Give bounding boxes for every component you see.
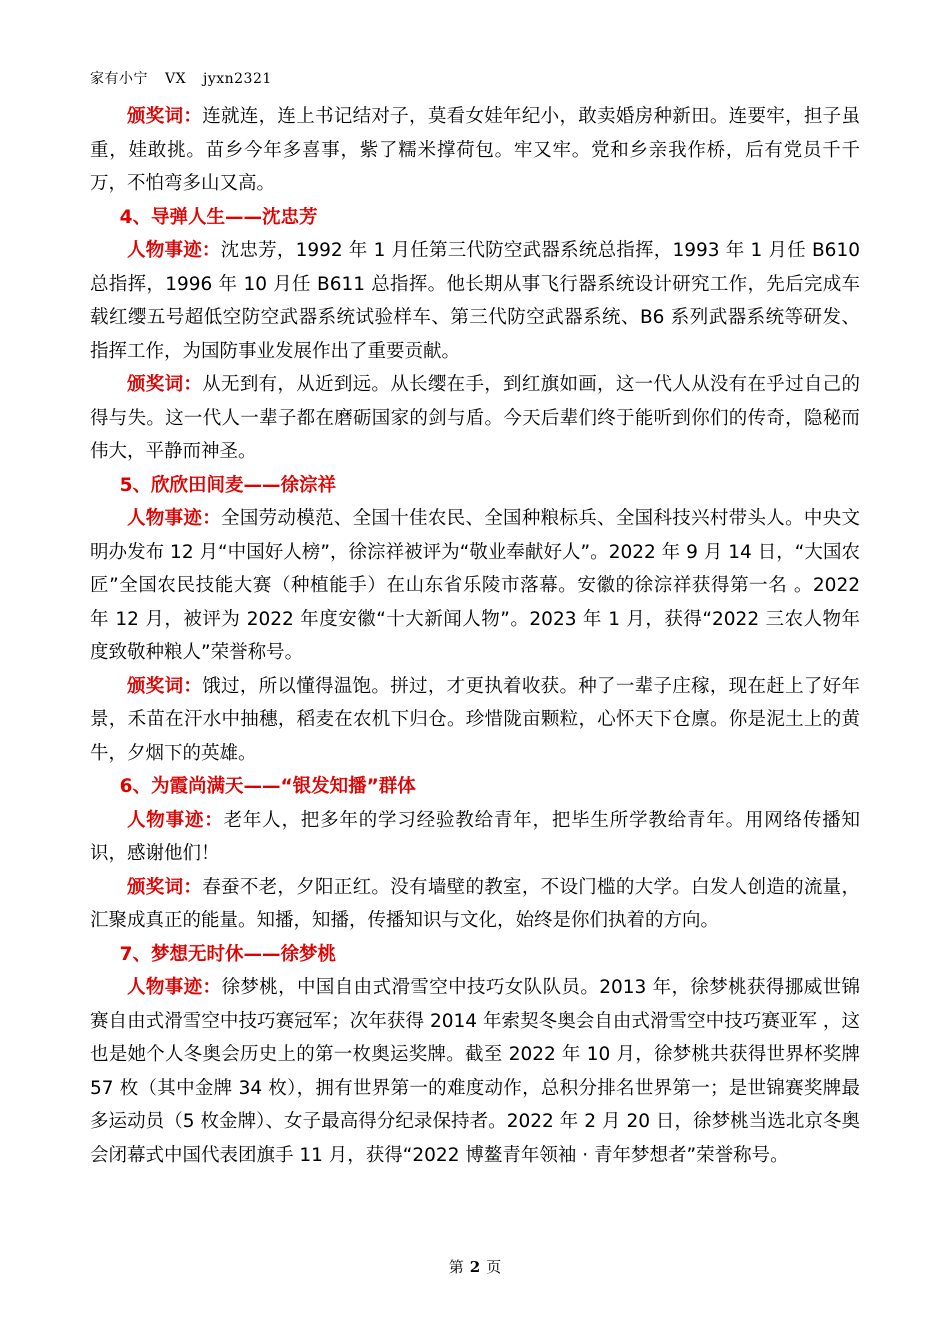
award-text: 从无到有，从近到远。从长缨在手，到红旗如画，这一代人从没有在乎过自己的得与失。这一代人一辈子都在磨砺国家的剑与盾。今天后辈们终于能听到你们的传奇，隐秘而伟大，平静而神圣。 [90,374,860,462]
deeds-text: 徐梦桃，中国自由式滑雪空中技巧女队队员。2013 年，徐梦桃获得挪威世锦赛自由式滑雪空中技巧赛冠军；次年获得 2014 年索契冬奥会自由式滑雪空中技巧赛亚军 ，这也是她个人冬奥会历史上的第一枚奥运奖牌。截至 2022 年 10 月，徐梦桃共获得世界杯奖牌 57 枚（其中金牌 34 枚），拥有世界第一的难度动作，总积分排名世界第一；是世锦赛奖牌最多运动员（5 枚金牌）、女子最高得分纪录保持者。2022 年 2 月 20 日，徐梦桃当选北京冬奥会闭幕式中国代表团旗手 11 月，获得“2022 博鳌青年领袖 · 青年梦想者”荣誉称号。 [90,977,860,1166]
award-paragraph [90,100,860,201]
deeds-label: 人物事迹： [127,809,224,831]
page-suffix: 页 [486,1258,502,1276]
header-name: 家有小宁 [90,71,148,87]
deeds-text: 老年人，把多年的学习经验教给青年，把毕生所学教给青年。用网络传播知识，感谢他们！ [90,809,860,864]
page-footer [0,1256,950,1277]
deeds-paragraph [90,234,860,368]
header-id: jyxn2321 [202,71,272,87]
award-label: 颁奖词： [127,106,203,127]
section-title: 7、梦想无时休——徐梦桃 [119,943,336,965]
award-text: 饿过，所以懂得温饱。拼过，才更执着收获。种了一辈子庄稼，现在赶上了好年景，禾苗在汗水中抽穗，稻麦在农机下归仓。珍惜陇亩颗粒，心怀天下仓廪。你是泥土上的黄牛，夕烟下的英雄。 [90,675,860,764]
deeds-paragraph [90,971,860,1172]
award-paragraph [90,670,860,771]
section-title: 4、导弹人生——沈忠芳 [119,206,318,228]
deeds-label: 人物事迹： [127,240,221,261]
page-number: 2 [469,1258,481,1276]
document-body [90,100,860,1172]
section-title: 6、为霞尚满天——“银发知播”群体 [119,776,416,797]
deeds-paragraph [90,502,860,670]
deeds-paragraph [90,804,860,871]
deeds-label: 人物事迹： [127,508,222,529]
deeds-label: 人物事迹： [127,977,222,998]
award-text: 春蚕不老，夕阳正红。没有墙壁的教室，不设门槛的大学。白发人创造的流量，汇聚成真正的能量。知播，知播，传播知识与文化，始终是你们执着的方向。 [90,876,860,931]
award-text: 连就连，连上书记结对子，莫看女娃年纪小，敢卖婚房种新田。连要牢，担子虽重，娃敢挑。苗乡今年多喜事，紫了糯米撑荷包。牢又牢。党和乡亲我作桥，后有党员千千万，不怕弯多山又高。 [90,106,860,194]
header-vx: VX [164,71,187,87]
deeds-text: 沈忠芳，1992 年 1 月任第三代防空武器系统总指挥，1993 年 1 月任 B610 总指挥，1996 年 10 月任 B611 总指挥。他长期从事飞行器系统设计研究工作，先后完成车载红缨五号超低空防空武器系统试验样车、第三代防空武器系统、B6 系列武器系统等研发、指挥工作，为国防事业发展作出了重要贡献。 [90,240,860,362]
award-label: 颁奖词： [127,374,203,395]
deeds-text: 全国劳动模范、全国十佳农民、全国种粮标兵、全国科技兴村带头人。中央文明办发布 12 月“中国好人榜”，徐淙祥被评为“敬业奉献好人”。2022 年 9 月 14 日，“大国农匠”全国农民技能大赛（种植能手）在山东省乐陵市落幕。安徽的徐淙祥获得第一名 。2022 年 12 月，被评为 2022 年度安徽“十大新闻人物”。2023 年 1 月，获得“2022 三农人物年度致敬种粮人”荣誉称号。 [90,508,860,663]
award-label: 颁奖词： [127,876,203,898]
page-header [90,68,284,88]
award-paragraph [90,871,860,938]
award-label: 颁奖词： [127,675,203,697]
award-paragraph [90,368,860,469]
page-prefix: 第 [448,1258,464,1276]
section-title: 5、欣欣田间麦——徐淙祥 [119,474,336,496]
